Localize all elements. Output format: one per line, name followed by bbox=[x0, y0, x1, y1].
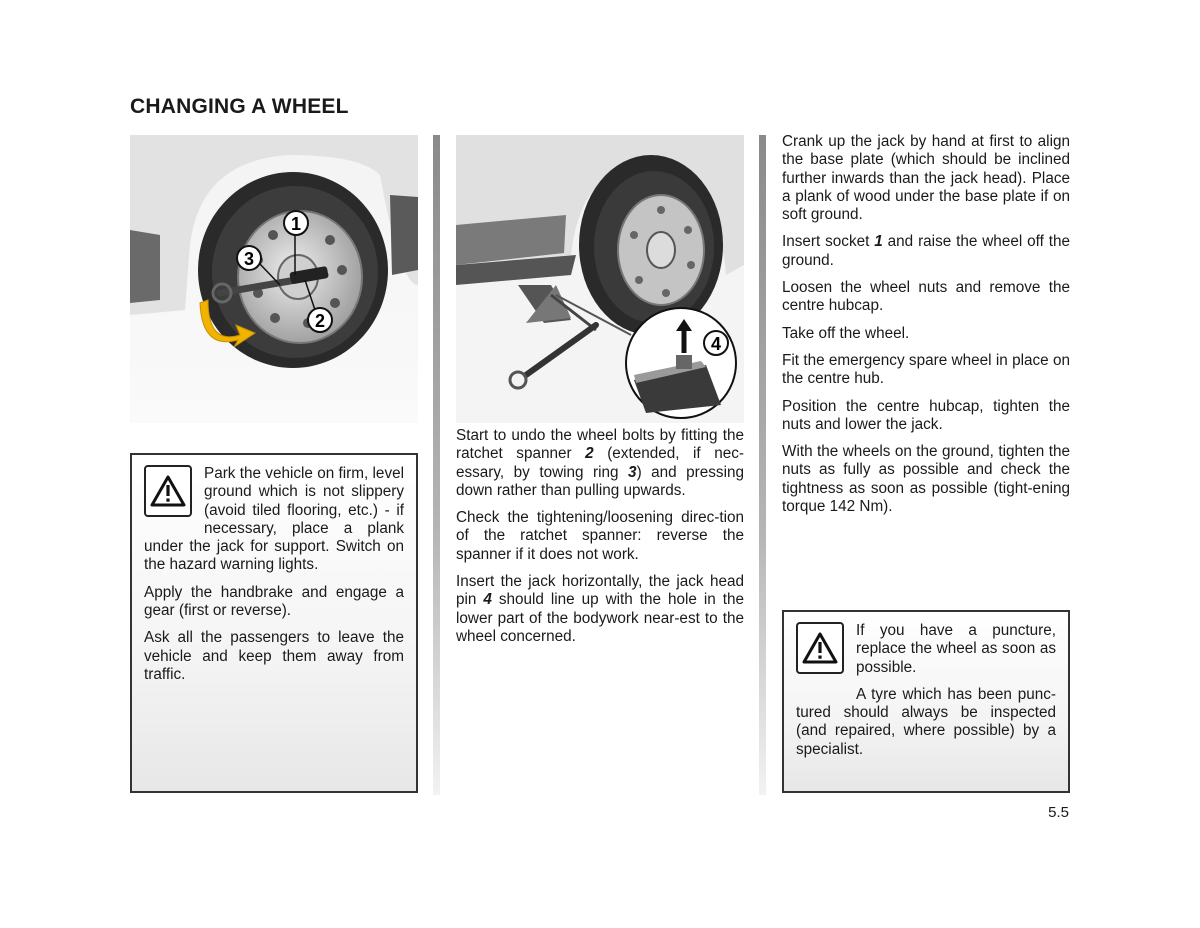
right-paragraph-1: Crank up the jack by hand at first to align the base plate (which should be inclined further inwards than the jack head). Place a plank of wood under the base plate if on soft ground. bbox=[782, 133, 1070, 224]
wheel-spanner-photo bbox=[130, 135, 418, 423]
warning-triangle-icon bbox=[144, 465, 192, 517]
right-paragraph-6: Position the centre hubcap, tighten the nuts and lower the jack. bbox=[782, 397, 1070, 433]
right-paragraph-2: Insert socket 1 and raise the wheel off the ground. bbox=[782, 233, 1071, 269]
warning-box-parking bbox=[130, 453, 418, 793]
warning-triangle-icon bbox=[796, 622, 844, 674]
ref-spanner-2: 2 bbox=[585, 445, 594, 463]
ref-socket-1: 1 bbox=[874, 233, 883, 251]
warning2-paragraph-2: A tyre which has been punc-tured should always be inspected (and repaired, where possible) by a specialist. bbox=[796, 685, 1056, 758]
right-paragraph-5: Fit the emergency spare wheel in place on the centre hub. bbox=[782, 351, 1070, 388]
column-divider-left bbox=[433, 135, 440, 795]
jack-placement-photo bbox=[456, 135, 744, 423]
middle-column-text bbox=[456, 427, 744, 655]
right-paragraph-3: Loosen the wheel nuts and remove the centre hubcap. bbox=[782, 279, 1070, 315]
ref-pin-4: 4 bbox=[483, 591, 492, 609]
callout-4: 4 bbox=[710, 334, 722, 354]
warning2-paragraph-1: If you have a puncture, replace the wheel as soon as possible. bbox=[856, 622, 1056, 676]
right-paragraph-4: Take off the wheel. bbox=[782, 324, 910, 342]
page-title: CHANGING A WHEEL bbox=[130, 95, 349, 118]
column-divider-right bbox=[759, 135, 766, 795]
middle-paragraph-3: Insert the jack horizontally, the jack head pin 4 should line up with the hole in the lower part of the bodywork near-est to the wheel concerned. bbox=[456, 573, 744, 645]
callout-2: 2 bbox=[314, 311, 326, 331]
warning1-paragraph-2: Apply the handbrake and engage a gear (first or reverse). bbox=[144, 583, 404, 620]
right-paragraph-7: With the wheels on the ground, tighten the nuts as fully as possible and check the tightness as soon as possible (tight-ening torque 142 Nm). bbox=[782, 443, 1070, 516]
ref-ring-3: 3 bbox=[628, 463, 637, 481]
callout-3: 3 bbox=[243, 249, 255, 269]
middle-paragraph-1: Start to undo the wheel bolts by fitting the ratchet spanner 2 (extended, if nec-essary, by towing ring 3) and pressing down rather than pulling upwards. bbox=[456, 427, 744, 499]
callout-1: 1 bbox=[290, 214, 302, 234]
page-number: 5.5 bbox=[1048, 804, 1069, 821]
right-column-text bbox=[782, 133, 1070, 525]
warning1-paragraph-3: Ask all the passengers to leave the vehicle and keep them away from traffic. bbox=[144, 629, 404, 683]
middle-paragraph-2: Check the tightening/loosening direc-tion of the ratchet spanner: reverse the spanner if it does not work. bbox=[456, 509, 744, 563]
warning-box-puncture bbox=[782, 610, 1070, 793]
warning1-paragraph-1: Park the vehicle on firm, level ground which is not slippery (avoid tiled flooring, etc.) - if necessary, place a plank under the jack for support. Switch on the hazard warning lights. bbox=[144, 465, 404, 574]
